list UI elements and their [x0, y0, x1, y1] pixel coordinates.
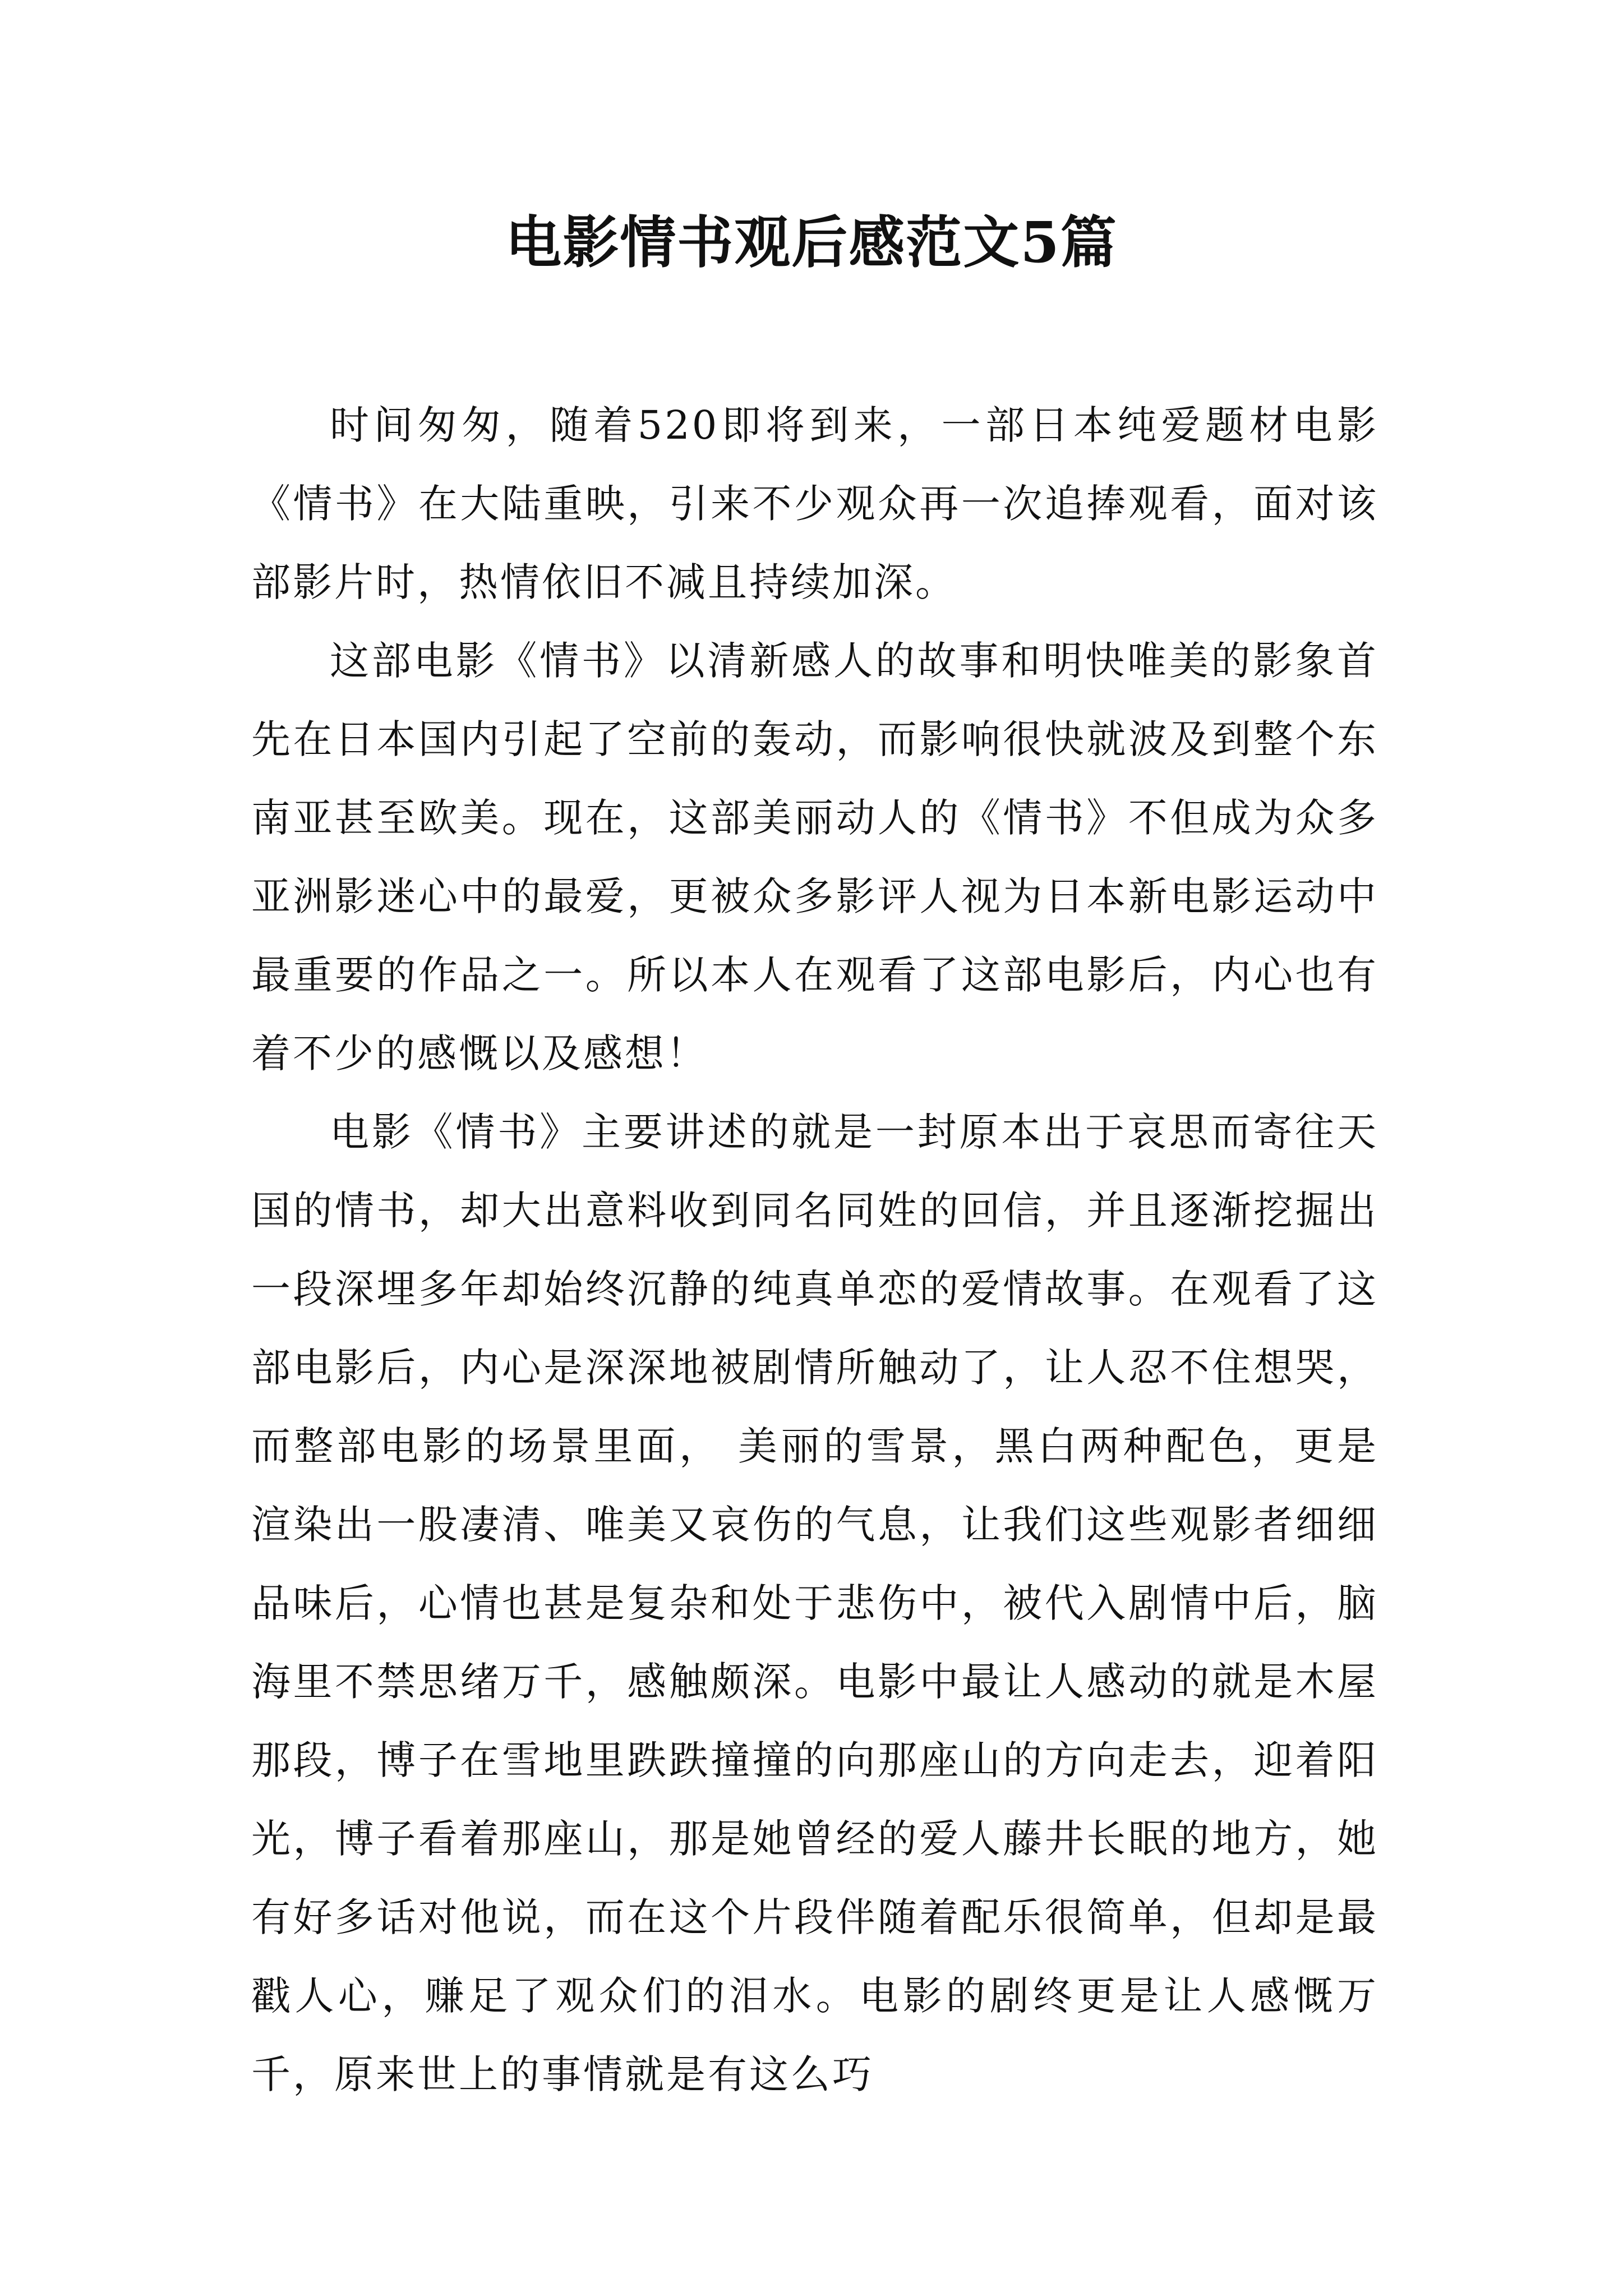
paragraph-3: 电影《情书》主要讲述的就是一封原本出于哀思而寄往天国的情书，却大出意料收到同名同姓的回信，并且逐渐挖掘出一段深埋多年却始终沉静的纯真单恋的爱情故事。在观看了这部电影后，内心是深深地被剧情所触动了，让人忍不住想哭，而整部电影的场景里面， 美丽的雪景，黑白两种配色，更是渲染出一股凄清、唯美又哀伤的气息，让我们这些观影者细细品味后，心情也甚是复杂和处于悲伤中，被代入剧情中后，脑海里不禁思绪万千，感触颇深。电影中最让人感动的就是木屋那段，博子在雪地里跌跌撞撞的向那座山的方向走去，迎着阳光，博子看着那座山，那是她曾经的爱人藤井长眠的地方，她有好多话对他说，而在这个片段伴随着配乐很简单，但却是最戳人心，赚足了观众们的泪水。电影的剧终更是让人感慨万千，原来世上的事情就是有这么巧 [251, 1109, 1378, 2097]
document-title: 电影情书观后感范文5篇 [505, 209, 1118, 275]
paragraph-2: 这部电影《情书》以清新感人的故事和明快唯美的影象首先在日本国内引起了空前的轰动，而影响很快就波及到整个东南亚甚至欧美。现在，这部美丽动人的《情书》不但成为众多亚洲影迷心中的最爱，更被众多影评人视为日本新电影运动中最重要的作品之一。所以本人在观看了这部电影后，内心也有着不少的感慨以及感想！ [251, 638, 1378, 1076]
document-body [251, 386, 1378, 2114]
paragraph-1: 时间匆匆，随着520即将到来，一部日本纯爱题材电影《情书》在大陆重映，引来不少观众再一次追捧观看，面对该部影片时，热情依旧不减且持续加深。 [251, 402, 1378, 605]
